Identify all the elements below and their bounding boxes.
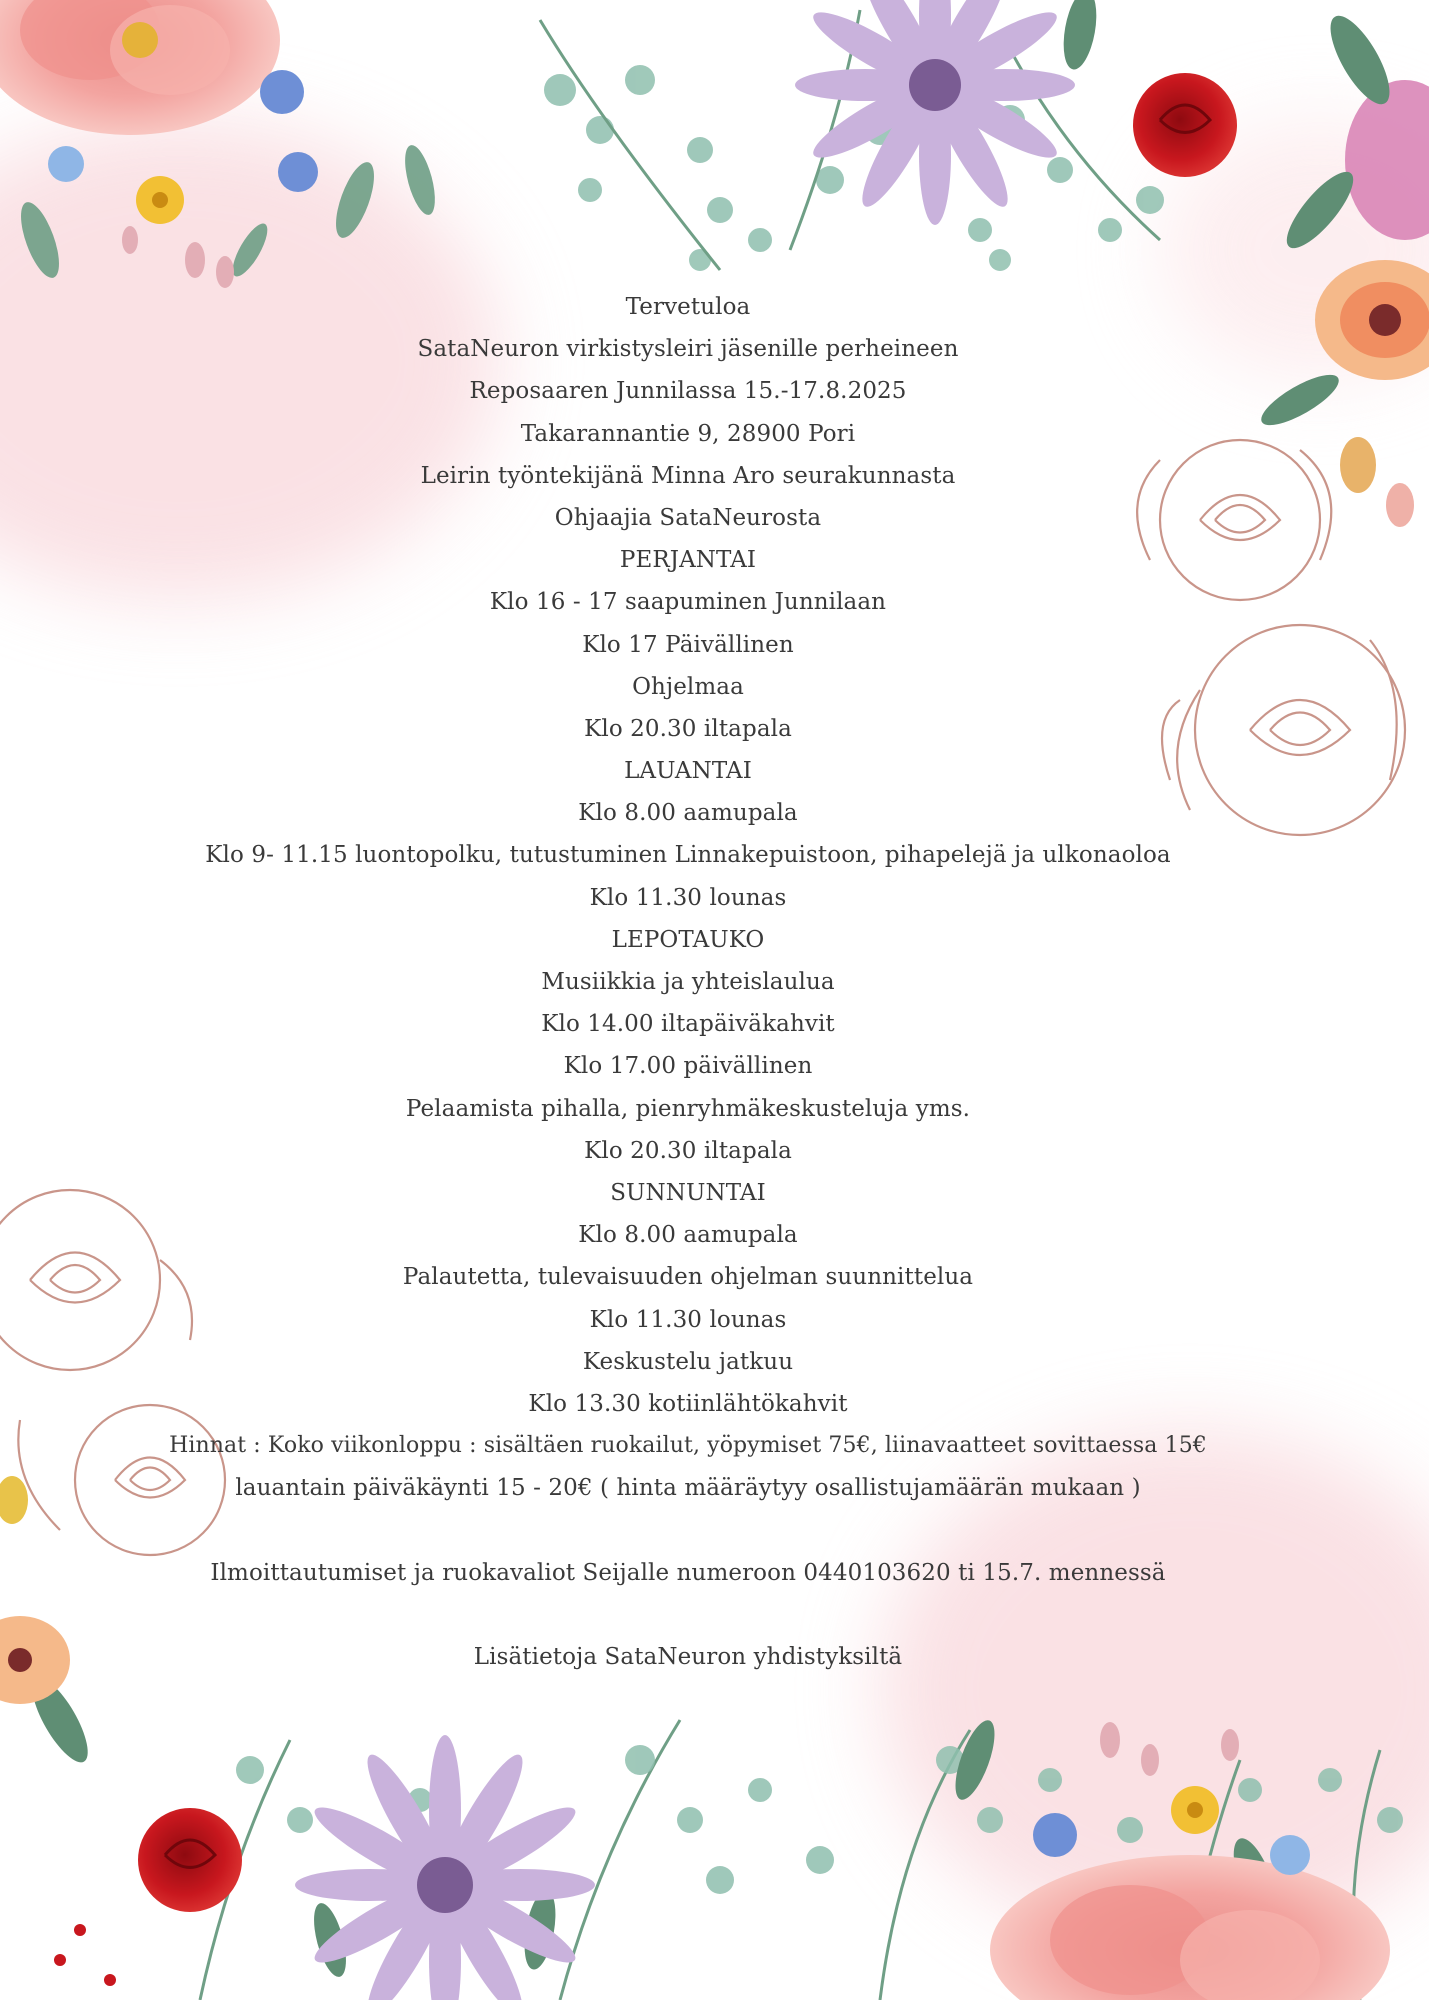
schedule-item: Palautetta, tulevaisuuden ohjelman suunnittelua: [402, 1264, 974, 1291]
program-line-staff: Leirin työntekijänä Minna Aro seurakunnasta: [420, 462, 956, 489]
more-info: Lisätietoja SataNeuron yhdistyksiltä: [473, 1644, 903, 1670]
program-line-welcome: Tervetuloa: [625, 294, 751, 320]
schedule-item: Klo 17.00 päivällinen: [563, 1053, 813, 1080]
schedule-item: Klo 8.00 aamupala: [578, 1222, 798, 1249]
day-heading-saturday: LAUANTAI: [624, 758, 752, 785]
schedule-item: Klo 8.00 aamupala: [578, 800, 798, 827]
schedule-item: LEPOTAUKO: [611, 926, 765, 953]
schedule-item: Pelaamista pihalla, pienryhmäkeskusteluja yms.: [405, 1095, 971, 1122]
spacer: [150, 1594, 1226, 1636]
price-line: Hinnat : Koko viikonloppu : sisältäen ruokailut, yöpymiset 75€, liinavaatteet sovittaessa 15€: [169, 1433, 1207, 1459]
program-line-title: SataNeuron virkistysleiri jäsenille perheineen: [417, 336, 959, 363]
schedule-item: Klo 11.30 lounas: [589, 1306, 787, 1333]
schedule-item: Musiikkia ja yhteislaulua: [541, 969, 835, 995]
schedule-item: Klo 13.30 kotiinlähtökahvit: [528, 1390, 848, 1417]
schedule-item: Klo 20.30 iltapala: [584, 715, 792, 742]
registration-info: Ilmoittautumiset ja ruokavaliot Seijalle numeroon 0440103620 ti 15.7. mennessä: [210, 1559, 1166, 1586]
program-line-address: Takarannantie 9, 28900 Pori: [520, 420, 856, 447]
schedule-item: Keskustelu jatkuu: [582, 1348, 794, 1375]
schedule-item: Ohjelmaa: [632, 673, 744, 700]
schedule-item: Klo 9- 11.15 luontopolku, tutustuminen Linnakepuistoon, pihapelejä ja ulkonaoloa: [205, 842, 1171, 869]
schedule-item: Klo 11.30 lounas: [589, 884, 787, 911]
program-line-instructors: Ohjaajia SataNeurosta: [554, 504, 822, 531]
spacer: [150, 1509, 1226, 1551]
schedule-item: Klo 17 Päivällinen: [582, 631, 794, 658]
program-line-location-date: Reposaaren Junnilassa 15.-17.8.2025: [469, 378, 907, 405]
day-heading-sunday: SUNNUNTAI: [610, 1179, 766, 1206]
price-line-day-visit: lauantain päiväkäynti 15 - 20€ ( hinta määräytyy osallistujamäärän mukaan ): [235, 1475, 1141, 1502]
program-text: [150, 286, 1226, 1678]
day-heading-friday: PERJANTAI: [619, 547, 757, 574]
schedule-item: Klo 20.30 iltapala: [584, 1137, 792, 1164]
schedule-item: Klo 14.00 iltapäiväkahvit: [541, 1011, 835, 1038]
schedule-item: Klo 16 - 17 saapuminen Junnilaan: [489, 589, 887, 616]
